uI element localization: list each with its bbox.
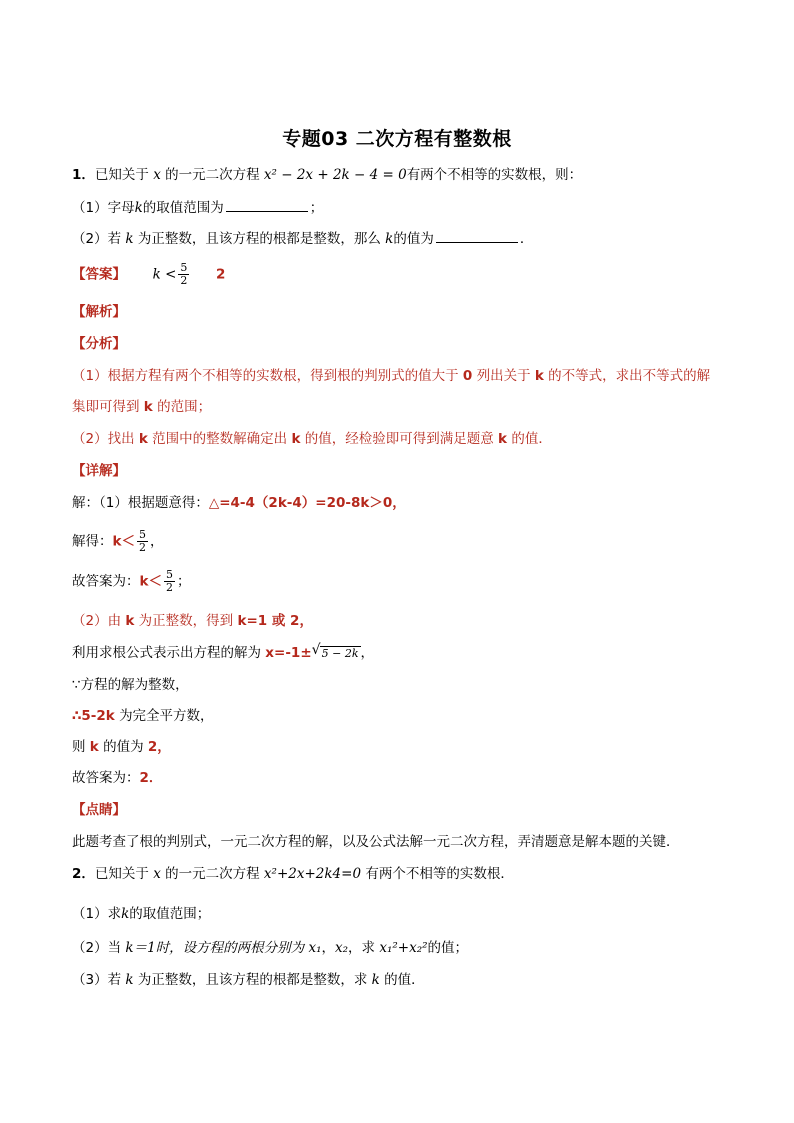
q2-stem: 2．已知关于 x 的一元二次方程 x²+2x+2k4=0 有两个不相等的实数根． (72, 866, 514, 882)
detail-line-8: 则 k 的值为 2， (72, 739, 171, 755)
q2-part2: （2）当 k＝1时，设方程的两根分别为 x₁，x₂，求 x₁²+x₂²的值； (72, 940, 469, 956)
q1-stem: 1．已知关于 x 的一元二次方程 x² − 2x + 2k − 4 = 0有两个不相等的实数根，则： (72, 167, 583, 183)
detail-line-9: 故答案为：2． (72, 770, 163, 786)
detail-fraction-2: $\frac{5}{2}$ (165, 568, 173, 594)
q1-part1: （1）字母k的取值范围为 ； (72, 197, 323, 218)
analysis-heading: 【解析】 (72, 304, 126, 320)
q1-equation: x² − 2x + 2k − 4 = 0 (263, 167, 407, 183)
fenxi-line-1: （1）根据方程有两个不相等的实数根，得到根的判别式的值大于 0 列出关于 k 的不等式，求出不等式的解 (72, 368, 711, 384)
detail-heading: 【详解】 (72, 463, 126, 479)
sqrt-expression: √ 5 − 2k (311, 642, 359, 660)
dianjing-heading: 【点睛】 (72, 802, 126, 818)
detail-fraction-1: $\frac{5}{2}$ (138, 528, 146, 554)
detail-line-5: 利用求根公式表示出方程的解为 x=-1± √ 5 − 2k ， (72, 643, 374, 664)
q2-part3: （3）若 k 为正整数，且该方程的根都是整数，求 k 的值． (72, 972, 425, 988)
fenxi-line-2: 集即可得到 k 的范围； (72, 399, 212, 415)
q2-equation: x²+2x+2k4=0 (263, 866, 362, 882)
q1-part2: （2）若 k 为正整数，且该方程的根都是整数，那么 k的值为 ． (72, 228, 533, 249)
answer-blank-2 (436, 228, 518, 243)
fenxi-heading: 【分析】 (72, 336, 126, 352)
page-title: 专题03 二次方程有整数根 (282, 128, 512, 150)
dianjing-text: 此题考查了根的判别式，一元二次方程的解，以及公式法解一元二次方程，弄清题意是解本题的关键． (72, 834, 680, 850)
detail-line-6: ∵方程的解为整数， (72, 677, 189, 693)
fenxi-line-3: （2）找出 k 范围中的整数解确定出 k 的值，经检验即可得到满足题意 k 的值． (72, 431, 552, 447)
detail-line-3: 故答案为：k＜ $\frac{5}{2}$ ； (72, 568, 191, 594)
detail-line-7: ∴5-2k 为完全平方数， (72, 708, 214, 724)
detail-line-1: 解：（1）根据题意得：△=4-4（2k-4）=20-8k＞0， (72, 495, 406, 511)
q2-part1: （1）求k的取值范围； (72, 906, 211, 922)
q1-answer: 【答案】 k < $\frac{5}{2}$ 2 (72, 261, 226, 287)
detail-line-4: （2）由 k 为正整数，得到 k=1 或 2， (72, 613, 313, 629)
detail-line-2: 解得：k＜ $\frac{5}{2}$ ， (72, 528, 164, 554)
answer-blank-1 (226, 197, 308, 212)
answer-fraction: $\frac{5}{2}$ (180, 261, 188, 287)
